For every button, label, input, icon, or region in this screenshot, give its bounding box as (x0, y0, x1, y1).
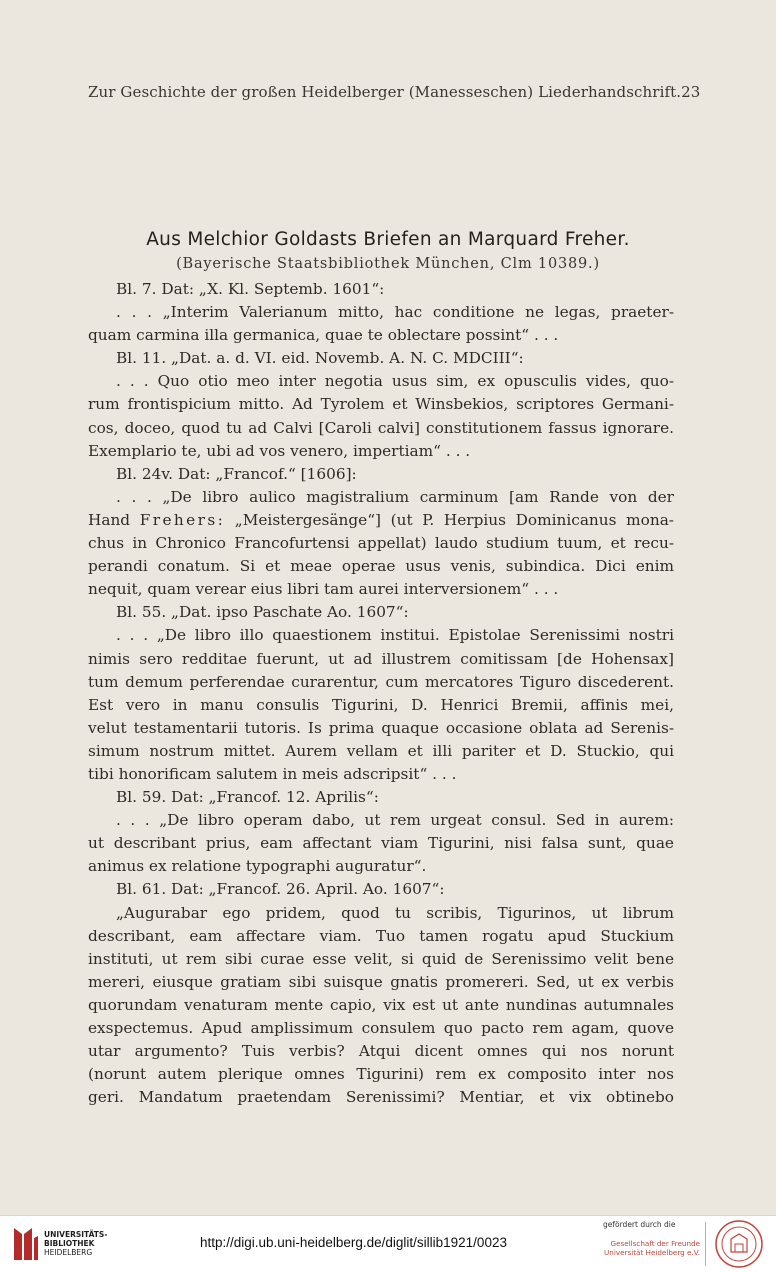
text-line: Est vero in manu consulis Tigurini, D. Henrici Bremii, affinis mei, (88, 695, 674, 714)
article-subtitle: (Bayerische Staatsbibliothek München, Clm 10389.) (176, 256, 600, 272)
text-line: tibi honorificam salutem in meis adscripsit“ . . . (88, 764, 457, 783)
text-line: . . . „Interim Valerianum mitto, hac conditione ne legas, praeter- (116, 303, 674, 322)
library-name-line: HEIDELBERG (44, 1248, 93, 1257)
text-line: perandi conatum. Si et meae operae usus venis, subindica. Dici enim (88, 557, 674, 576)
sponsor-name (598, 1239, 700, 1257)
text-line: Exemplario te, ubi ad vos venero, impertiam“ . . . (88, 441, 471, 460)
text-line: rum frontispicium mitto. Ad Tyrolem et Winsbekios, scriptores Germani- (88, 395, 674, 414)
text-line: cos, doceo, quod tu ad Calvi [Caroli calvi] constitutionem fassus ignorare. (88, 418, 674, 437)
running-head-title: Zur Geschichte der großen Heidelberger (Manesseschen) Liederhandschrift. (88, 83, 682, 101)
digitization-footer (0, 1215, 776, 1272)
text-line: velut testamentarii tutoris. Is prima quaque occasione oblata ad Serenis- (88, 718, 674, 737)
text-line: . . . „De libro illo quaestionem institui. Epistolae Serenissimi nostri (116, 626, 674, 645)
text-line (88, 509, 674, 532)
text-line: nimis sero redditae fuerunt, ut ad illustrem comitissam [de Hohensax] (88, 649, 674, 668)
text-line: . . . „De libro operam dabo, ut rem urgeat consul. Sed in aurem: (116, 811, 674, 830)
running-head (88, 83, 701, 101)
sponsor-name-line: Universität Heidelberg e.V. (604, 1248, 700, 1257)
text-line: quorundam venaturam mente capio, vix est ut ante nundinas autumnales (88, 995, 674, 1014)
spaced-name: Frehers: (139, 510, 226, 529)
text-line: . . . Quo otio meo inter negotia usus sim, ex opusculis vides, quo- (116, 372, 674, 391)
text-fragment: Hand (88, 510, 131, 529)
text-line: describant, eam affectare viam. Tuo tamen rogatu apud Stuckium (88, 926, 674, 945)
text-line: geri. Mandatum praetendam Serenissimi? Mentiar, et vix obtinebo (88, 1088, 674, 1107)
library-name-line: BIBLIOTHEK (44, 1239, 95, 1248)
page-number: 23 (681, 83, 701, 101)
text-line: simum nostrum mittet. Aurem vellam et illi pariter et D. Stuckio, qui (88, 741, 674, 760)
text-line: (norunt autem plerique omnes Tigurini) rem ex composito inter nos (88, 1065, 674, 1084)
text-line: utar argumento? Tuis verbis? Atqui dicent omnes qui nos norunt (88, 1042, 674, 1061)
library-name (44, 1230, 107, 1257)
article-body (88, 278, 674, 1109)
text-line: chus in Chronico Francofurtensi appellat) laudo studium tuum, et recu- (88, 534, 674, 553)
letter-heading: Bl. 59. Dat: „Francof. 12. Aprilis“: (116, 788, 379, 807)
letter-heading: Bl. 11. „Dat. a. d. VI. eid. Novemb. A. N. C. MDCIII“: (116, 349, 524, 368)
sponsor-label: gefördert durch die (603, 1220, 676, 1229)
text-line: nequit, quam verear eius libri tam aurei interversionem“ . . . (88, 580, 559, 599)
letter-heading: Bl. 24v. Dat: „Francof.“ [1606]: (116, 464, 357, 483)
sponsor-name-line: Gesellschaft der Freunde (610, 1239, 700, 1248)
letter-heading: Bl. 61. Dat: „Francof. 26. April. Ao. 1607“: (116, 880, 445, 899)
text-line: animus ex relatione typographi auguratur“. (88, 857, 427, 876)
text-line: mereri, eiusque gratiam sibi suisque gnatis promereri. Sed, ut ex verbis (88, 972, 674, 991)
article-title: Aus Melchior Goldasts Briefen an Marquard Freher. (146, 229, 630, 250)
text-line: ut describant prius, eam affectant viam Tigurini, nisi falsa sunt, quae (88, 834, 674, 853)
sponsor-divider (705, 1222, 706, 1266)
text-fragment: „Meistergesänge“] (ut P. Herpius Dominicanus mona- (234, 510, 674, 529)
library-logo-icon (10, 1224, 40, 1264)
university-seal-icon (714, 1219, 764, 1269)
letter-heading: Bl. 55. „Dat. ipso Paschate Ao. 1607“: (116, 603, 409, 622)
permalink-url[interactable]: http://digi.ub.uni-heidelberg.de/diglit/sillib1921/0023 (200, 1235, 507, 1250)
text-line: tum demum perferendae curarentur, cum mercatores Tiguro discederent. (88, 672, 674, 691)
library-name-line: UNIVERSITÄTS- (44, 1230, 108, 1239)
text-line: „Augurabar ego pridem, quod tu scribis, Tigurinos, ut librum (116, 903, 674, 922)
text-line: exspectemus. Apud amplissimum consulem quo pacto rem agam, quove (88, 1019, 674, 1037)
text-line: instituti, ut rem sibi curae esse velit, si quid de Serenissimo velit bene (88, 949, 674, 968)
text-line: quam carmina illa germanica, quae te oblectare possint“ . . . (88, 326, 559, 345)
text-line: . . . „De libro aulico magistralium carminum [am Rande von der (116, 487, 674, 506)
letter-heading: Bl. 7. Dat: „X. Kl. Septemb. 1601“: (116, 280, 385, 298)
